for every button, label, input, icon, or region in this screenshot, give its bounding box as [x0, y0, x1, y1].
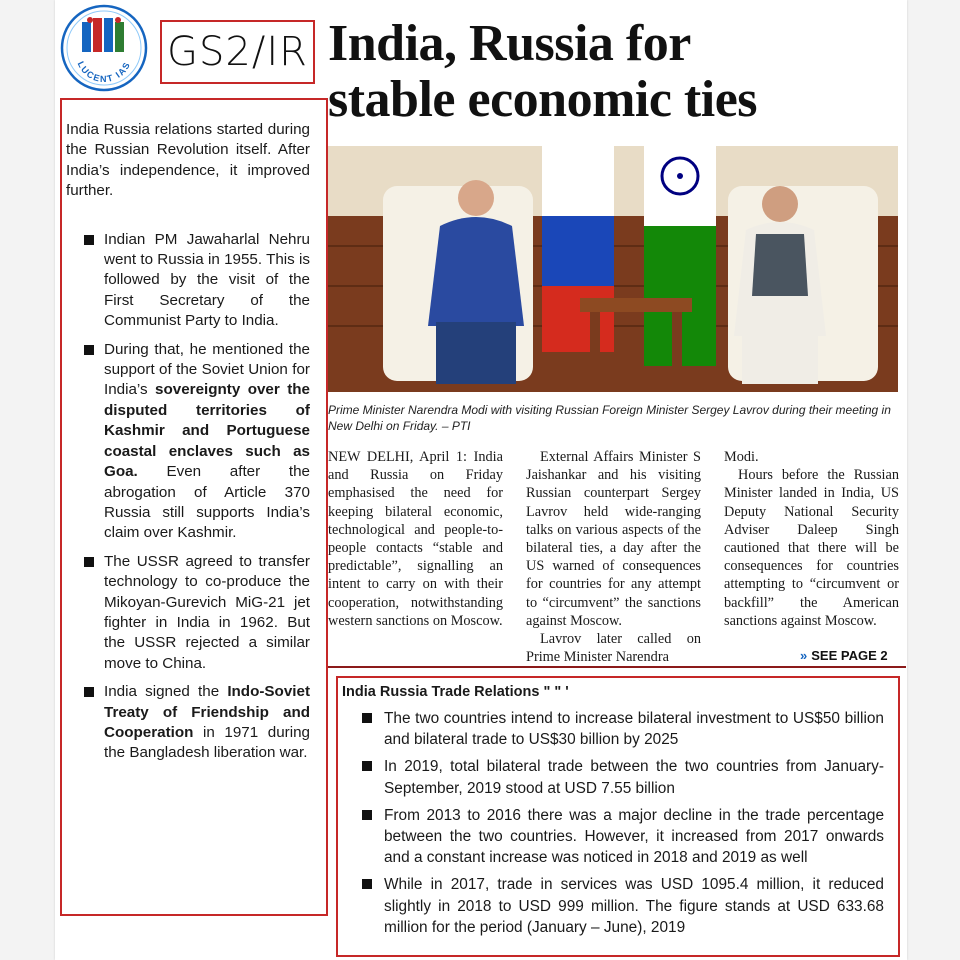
list-item-text: The two countries intend to increase bilateral investment to US$50 billion and bilateral trade to US$30 billion by 2025 — [384, 710, 884, 749]
notes-intro: India Russia relations started during the Russian Revolution itself. After India’s independence, it improved further. — [66, 121, 310, 200]
headline-line-2: stable economic ties — [328, 71, 758, 128]
list-item-text: India signed the — [104, 683, 228, 701]
section-divider — [328, 666, 906, 668]
list-item — [66, 340, 310, 544]
list-item — [66, 682, 310, 764]
list-item-text: While in 2017, trade in services was USD 1095.4 million, it reduced slightly in 2018 to USD 999 million. The figure stands at USD 633.68 million for the period (January – June), 2019 — [384, 876, 884, 936]
headline — [328, 16, 898, 128]
see-page-link[interactable] — [800, 648, 888, 663]
square-bullet-icon — [362, 879, 372, 889]
article-column-1 — [328, 448, 503, 630]
square-bullet-icon — [84, 687, 94, 697]
list-item-text: The USSR agreed to transfer technology to co-produce the Mikoyan-Gurevich MiG-21 jet fighter in India in 1962. But the USSR rejected a similar move to China. — [104, 552, 310, 672]
list-item — [66, 230, 310, 332]
article-column-3 — [724, 448, 899, 630]
list-item-bold-text: sovereignty over the disputed territories of Kashmir and Portuguese coastal enclaves such as Goa. — [104, 381, 310, 481]
trade-title: India Russia Trade Relations " " ' — [342, 684, 569, 700]
square-bullet-icon — [84, 235, 94, 245]
notes-list — [66, 230, 310, 764]
square-bullet-icon — [362, 713, 372, 723]
list-item — [342, 756, 884, 798]
list-item-bold-text: Indo-Soviet Treaty of Friendship and Cooperation — [104, 683, 310, 741]
list-item-text: Indian PM Jawaharlal Nehru went to Russia in 1955. This is followed by the visit of the First Secretary of the Communist Party to India. — [104, 230, 310, 330]
list-item-text: Even after the abrogation of Article 370 Russia still supports India’s claim over Kashmir. — [104, 463, 310, 542]
topic-tag — [160, 20, 315, 84]
article-paragraph: Modi. — [724, 449, 759, 465]
square-bullet-icon — [84, 557, 94, 567]
trade-relations-box — [336, 676, 900, 957]
news-photo — [328, 146, 898, 392]
history-notes-box — [60, 98, 328, 916]
trade-list — [342, 708, 884, 938]
article-column-2 — [526, 448, 701, 666]
square-bullet-icon — [362, 810, 372, 820]
list-item — [342, 805, 884, 869]
list-item-text: From 2013 to 2016 there was a major decline in the trade percentage between the two countries. However, it increased from 2017 onwards and a constant increase was noticed in 2018 and 2019 as well — [384, 806, 884, 867]
double-chevron-right-icon: » — [800, 648, 808, 663]
list-item — [66, 552, 310, 674]
article-paragraph: External Affairs Minister S Jaishankar and his visiting Russian counterpart Sergey Lavrov held wide-ranging talks on various aspects of the bilateral ties, a day after the US warned of consequences for countries for any attempt to “circumvent” the sanctions against Moscow. — [526, 449, 701, 629]
see-page-label: SEE PAGE 2 — [811, 648, 888, 663]
list-item-text: in 1971 during the Bangladesh liberation war. — [104, 723, 310, 762]
topic-tag-label: GS2/IR — [167, 29, 308, 75]
logo-text: LUCENT IAS — [75, 59, 133, 85]
article-paragraph: Hours before the Russian Minister landed in India, US Deputy National Security Adviser Daleep Singh cautioned that there will be consequences for countries attempting to “circumvent or backfill” the American sanctions against Moscow. — [724, 467, 899, 629]
square-bullet-icon — [362, 761, 372, 771]
square-bullet-icon — [84, 345, 94, 355]
list-item-text: In 2019, total bilateral trade between the two countries from January-September, 2019 stood at USD 7.55 billion — [384, 758, 884, 797]
article-paragraph: Lavrov later called on Prime Minister Narendra — [526, 631, 701, 666]
article-paragraph: NEW DELHI, April 1: India and Russia on Friday emphasised the need for keeping bilateral economic, technological and people-to-people contacts “stable and predictable”, signalling an intent to carry on with their cooperation, notwithstanding western sanctions on Moscow. — [328, 449, 503, 629]
list-item-text: During that, he mentioned the support of the Soviet Union for India’s — [104, 340, 310, 399]
headline-line-1: India, Russia for — [328, 15, 691, 72]
list-item — [342, 708, 884, 750]
lucent-ias-logo — [60, 4, 148, 92]
photo-caption: Prime Minister Narendra Modi with visiting Russian Foreign Minister Sergey Lavrov during their meeting in New Delhi on Friday. – PTI — [328, 403, 891, 433]
list-item — [342, 874, 884, 938]
